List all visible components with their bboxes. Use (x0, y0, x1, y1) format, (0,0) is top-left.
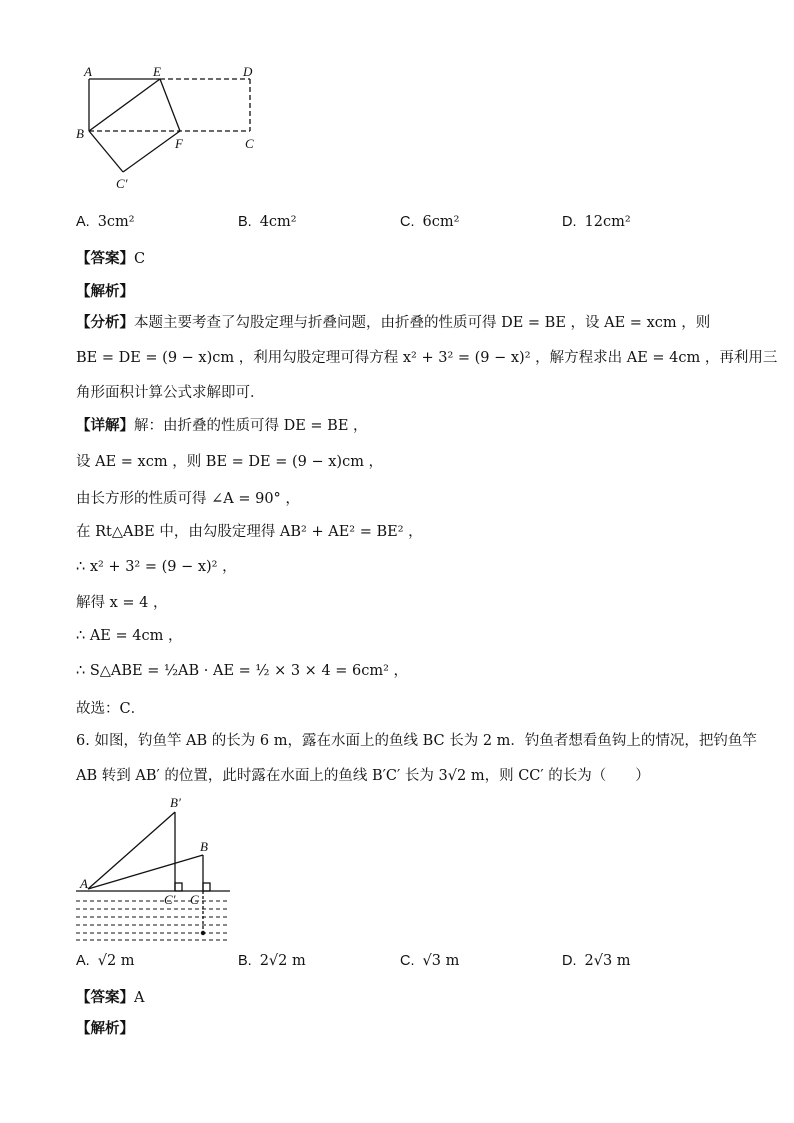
q6-answer: 【答案】A (76, 989, 145, 1006)
q5-step-1: 【详解】解：由折叠的性质可得 DE = BE ， (76, 417, 368, 434)
q5-option-a[interactable]: A. 3cm² (76, 214, 135, 230)
q5-option-b[interactable]: B. 4cm² (238, 214, 297, 230)
q5-fenxi-line-2: BE = DE = (9 − x)cm ，利用勾股定理可得方程 x² + 3² = (9 − x)² ，解方程求出 AE = 4cm ，再利用三 (76, 350, 778, 366)
label-B: B (76, 126, 84, 141)
label-C: C (190, 892, 199, 907)
q6-option-a[interactable]: A. √2 m (76, 953, 135, 969)
label-F: F (175, 136, 183, 151)
q5-step-5: ∴ x² + 3² = (9 − x)² ， (76, 559, 237, 575)
q5-fenxi-line-1: 【分析】本题主要考查了勾股定理与折叠问题，由折叠的性质可得 DE = BE ，设 AE = xcm ，则 (76, 314, 711, 331)
q5-option-d[interactable]: D. 12cm² (562, 214, 631, 230)
q6-stem-line-2: AB 转到 AB′ 的位置，此时露在水面上的鱼线 B′C′ 长为 3√2 m，则 CC′ 的长为（ ） (76, 768, 650, 784)
q5-step-6: 解得 x = 4 ， (76, 595, 168, 611)
q6-analysis-heading: 【解析】 (76, 1020, 134, 1037)
q5-option-c[interactable]: C. 6cm² (400, 214, 460, 230)
q5-answer: 【答案】C (76, 250, 146, 267)
q6-option-b[interactable]: B. 2√2 m (238, 953, 306, 969)
q6-option-d[interactable]: D. 2√3 m (562, 953, 631, 969)
q5-step-3: 由长方形的性质可得 ∠A = 90° ， (76, 491, 300, 507)
q5-step-8: ∴ S△ABE = ½AB · AE = ½ × 3 × 4 = 6cm² ， (76, 663, 409, 679)
q6-option-c[interactable]: C. √3 m (400, 953, 460, 969)
q5-analysis-heading: 【解析】 (76, 283, 134, 300)
label-E: E (153, 64, 161, 79)
label-B-prime: B′ (170, 795, 181, 810)
label-D: D (243, 64, 253, 79)
label-C-prime: C′ (116, 176, 128, 191)
q5-step-2: 设 AE = xcm ，则 BE = DE = (9 − x)cm ， (76, 454, 384, 470)
label-C-prime: C′ (164, 892, 176, 907)
label-A: A (84, 64, 92, 79)
q5-fenxi-line-3: 角形面积计算公式求解即可． (76, 385, 265, 401)
q6-stem-line-1: 6. 如图，钓鱼竿 AB 的长为 6 m，露在水面上的鱼线 BC 长为 2 m．钓鱼者想看鱼钩上的情况，把钓鱼竿 (76, 733, 757, 749)
label-B: B (200, 839, 208, 854)
q5-step-4: 在 Rt△ABE 中，由勾股定理得 AB² + AE² = BE² ， (76, 524, 423, 540)
q5-step-9: 故选：C． (76, 701, 146, 717)
q5-step-7: ∴ AE = 4cm ， (76, 628, 183, 644)
label-A: A (80, 876, 88, 891)
label-C: C (245, 136, 254, 151)
